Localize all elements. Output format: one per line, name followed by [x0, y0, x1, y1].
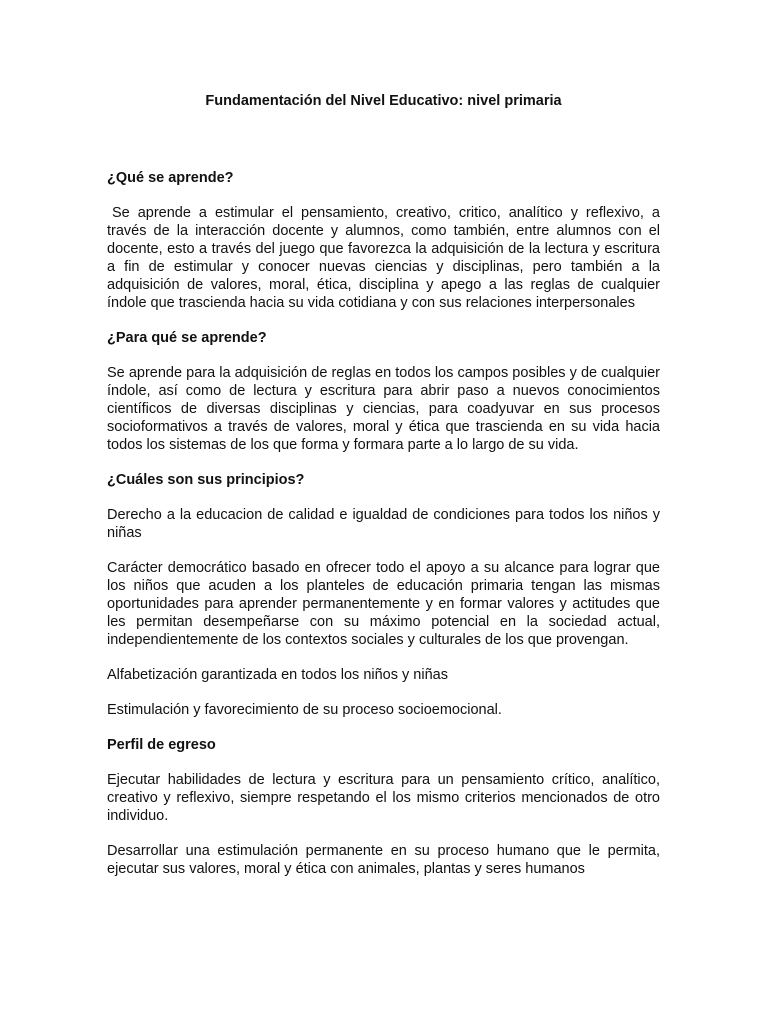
section-heading: ¿Qué se aprende?: [107, 170, 234, 186]
section-paragraph: Se aprende para la adquisición de reglas en todos los campos posibles y de cualquier índole, así como de lectura y escritura para abrir paso a nuevos conocimientos científicos de diversas disciplinas y ciencias, para coadyuvar en sus procesos socioformativos a través de valores, moral y ética que trascienda en su vida hacia todos los sistemas de los que forma y formara parte a lo largo de su vida.: [107, 365, 660, 453]
section-heading: ¿Cuáles son sus principios?: [107, 472, 305, 488]
section-paragraph: Carácter democrático basado en ofrecer todo el apoyo a su alcance para lograr que los niños que acuden a los planteles de educación primaria tengan las mismas oportunidades para aprender permanentemente y en formar valores y actitudes que les permitan desempeñarse con su máximo potencial en la sociedad actual, independientemente de los contextos sociales y culturales de los que provengan.: [107, 560, 660, 648]
document-page: [107, 92, 660, 895]
section-paragraph: Ejecutar habilidades de lectura y escritura para un pensamiento crítico, analítico, creativo y reflexivo, siempre respetando el los mismo criterios mencionados de otro individuo.: [107, 772, 660, 824]
section-paragraph: Desarrollar una estimulación permanente en su proceso humano que le permita, ejecutar sus valores, moral y ética con animales, plantas y seres humanos: [107, 843, 660, 877]
section-principios: [107, 471, 660, 719]
section-heading: Perfil de egreso: [107, 737, 216, 753]
section-paragraph: Se aprende a estimular el pensamiento, creativo, critico, analítico y reflexivo, a través de la interacción docente y alumnos, como también, entre alumnos con el docente, esto a través del juego que favorezca la adquisición de la lectura y escritura a fin de estimular y conocer nuevas ciencias y disciplinas, pero también a la adquisición de valores, moral, ética, disciplina y apego a las reglas de cualquier índole que trascienda hacia su vida cotidiana y con sus relaciones interpersonales: [107, 205, 660, 311]
section-para-que-se-aprende: [107, 329, 660, 454]
section-perfil-de-egreso: [107, 736, 660, 878]
section-paragraph: Alfabetización garantizada en todos los niños y niñas: [107, 667, 448, 683]
section-paragraph: Estimulación y favorecimiento de su proceso socioemocional.: [107, 702, 502, 718]
section-heading: ¿Para qué se aprende?: [107, 330, 267, 346]
section-paragraph: Derecho a la educacion de calidad e igualdad de condiciones para todos los niños y niñas: [107, 507, 660, 541]
section-que-se-aprende: [107, 169, 660, 312]
document-title: Fundamentación del Nivel Educativo: nivel primaria: [205, 93, 562, 109]
